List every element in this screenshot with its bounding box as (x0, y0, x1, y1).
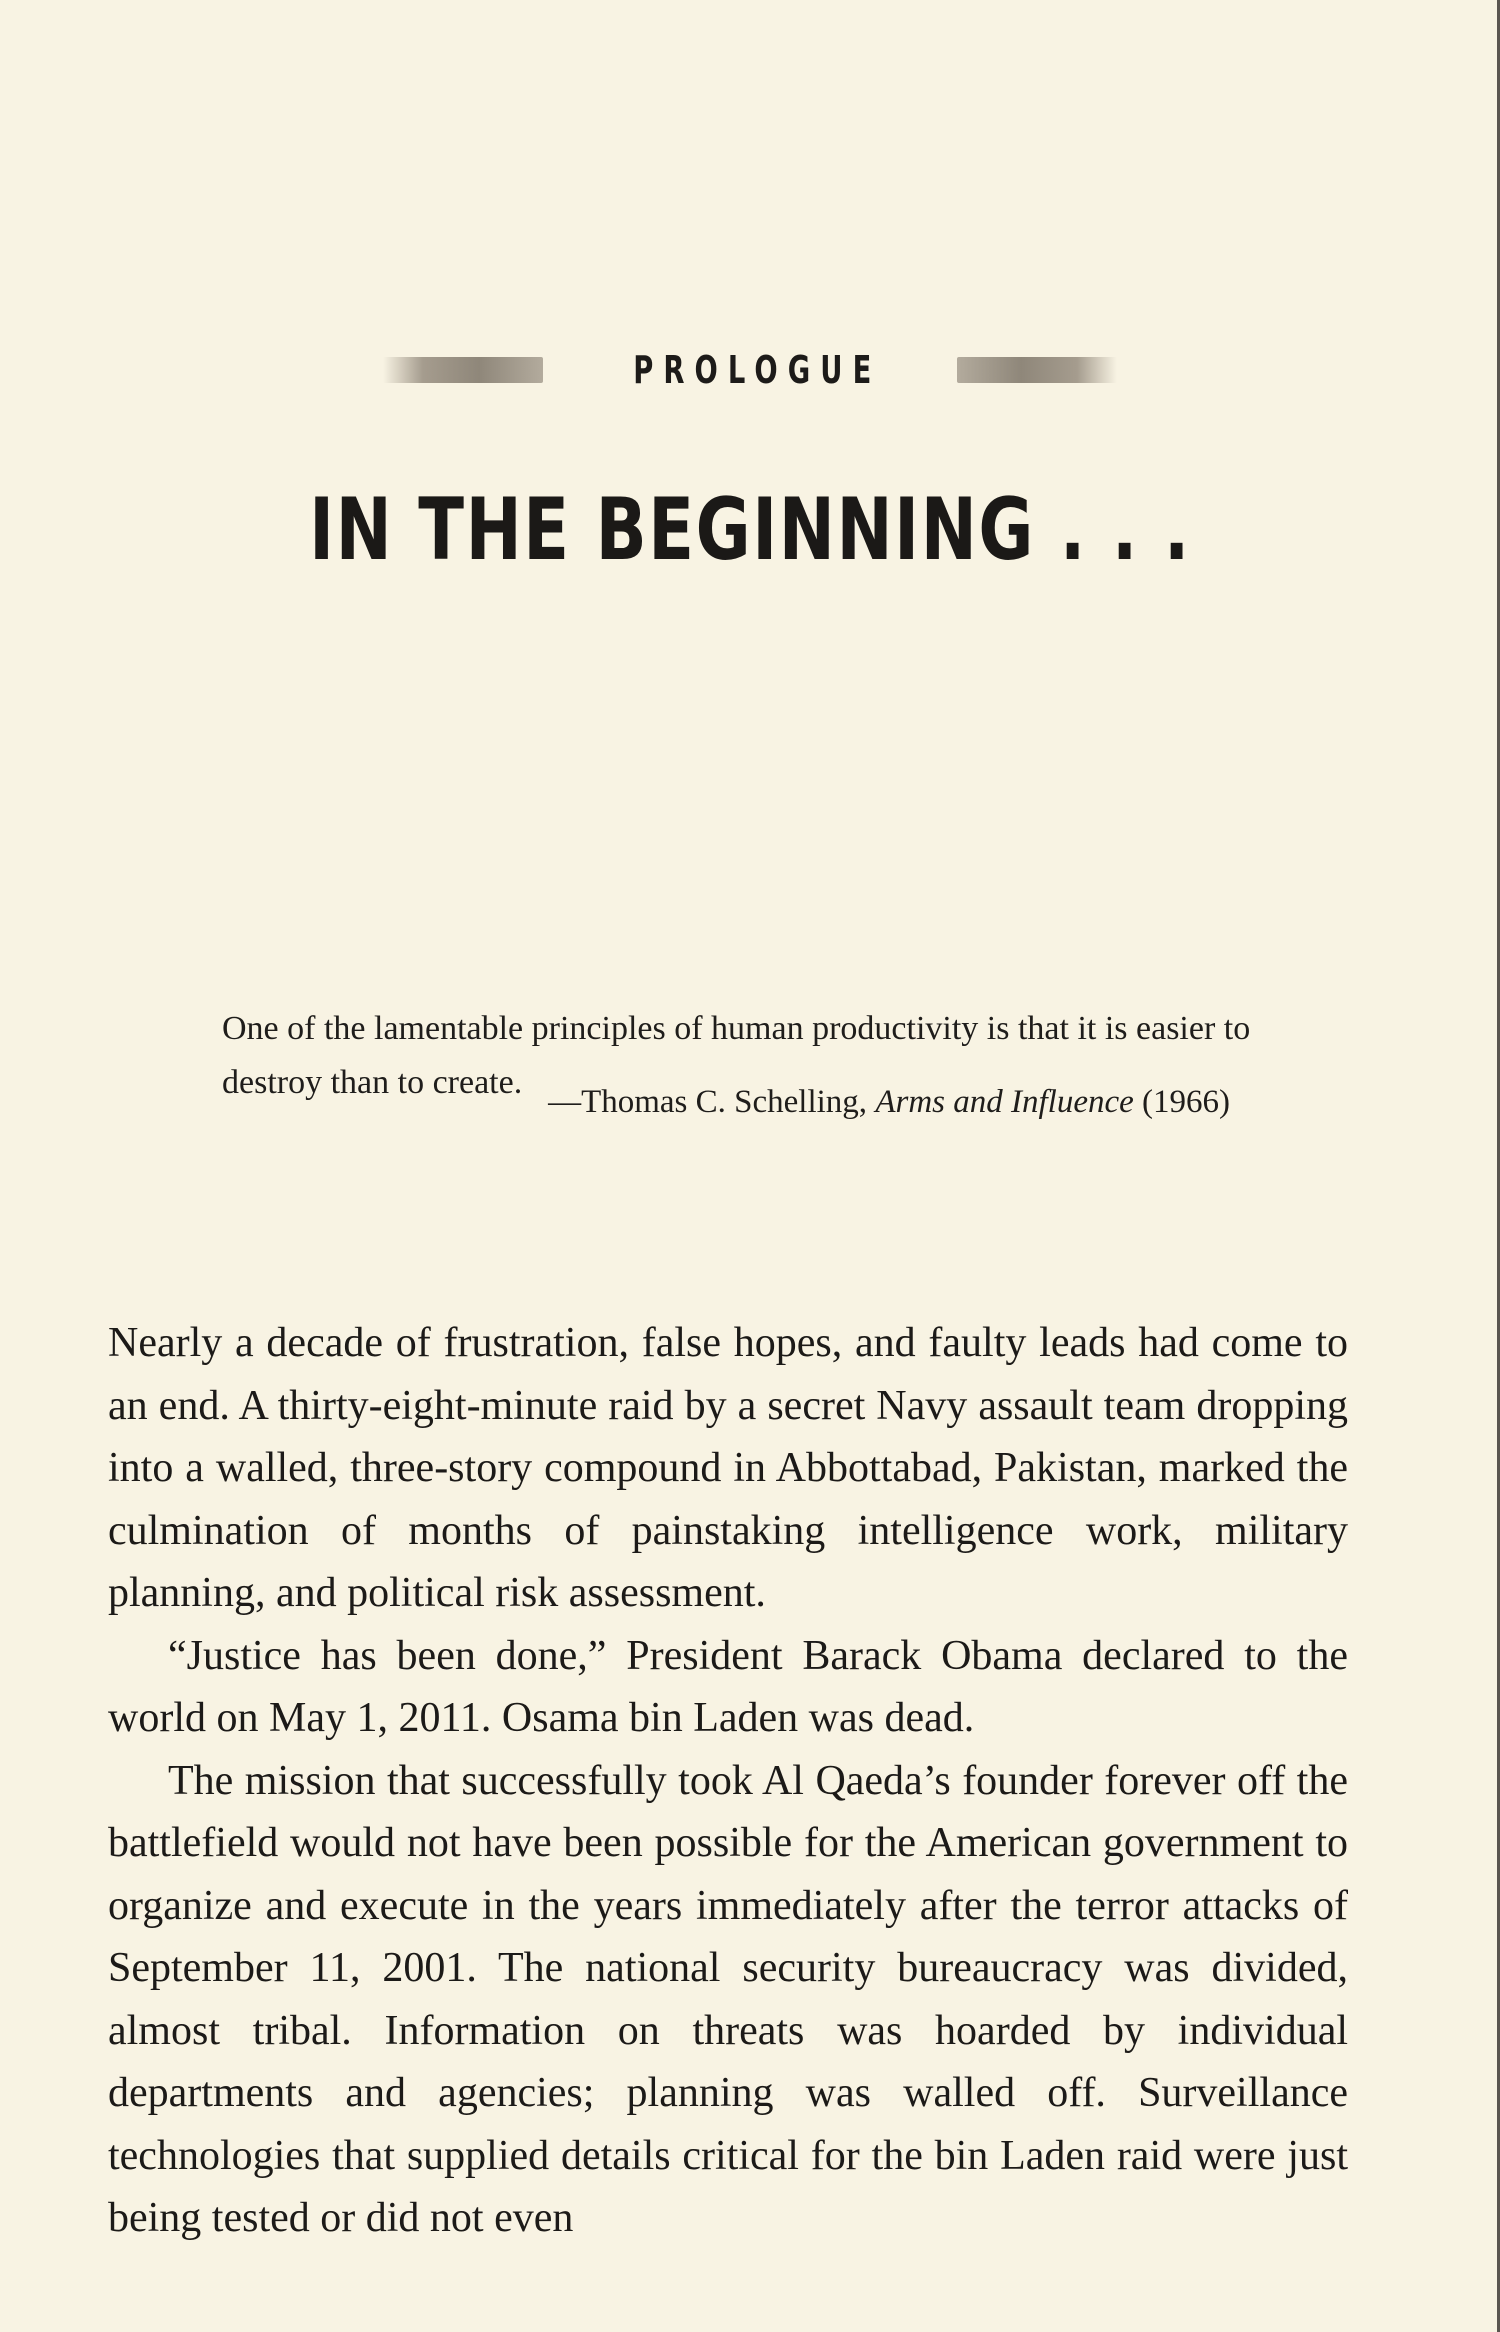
chapter-label-text: PROLOGUE (632, 348, 882, 392)
paragraph: The mission that successfully took Al Qaeda’s founder forever off the battlefield would not have been possible for the American government to organize and execute in the years immediately after the terror attacks of September 11, 2001. The national security bureaucracy was divided, almost tribal. Information on threats was hoarded by individual departments and agencies; planning was walled off. Surveillance technologies that supplied details critical for the bin Laden raid were just being tested or did not even (108, 1757, 1348, 2241)
attribution-author: —Thomas C. Schelling, (548, 1084, 876, 1120)
right-ornament (957, 357, 1117, 383)
paragraph: Nearly a decade of frustration, false hopes, and faulty leads had come to an end. A thirty-eight-minute raid by a secret Navy assault team dropping into a walled, three-story compound in Abbottabad, Pakistan, marked the culmination of months of painstaking intelligence work, military planning, and political risk assessment. (108, 1320, 1348, 1616)
attribution-year: (1966) (1133, 1084, 1230, 1120)
paragraph: “Justice has been done,” President Barack Obama declared to the world on May 1, 2011. Osama bin Laden was dead. (108, 1632, 1348, 1741)
body-text (108, 1312, 1348, 2250)
chapter-label (0, 340, 1500, 400)
attribution-work: Arms and Influence (875, 1084, 1134, 1120)
chapter-title: IN THE BEGINNING . . . (309, 480, 1191, 580)
epigraph-quote: One of the lamentable principles of human productivity is that it is easier to destroy than to create. (222, 1010, 1251, 1101)
epigraph-attribution (222, 1084, 1230, 1121)
left-ornament (383, 357, 543, 383)
